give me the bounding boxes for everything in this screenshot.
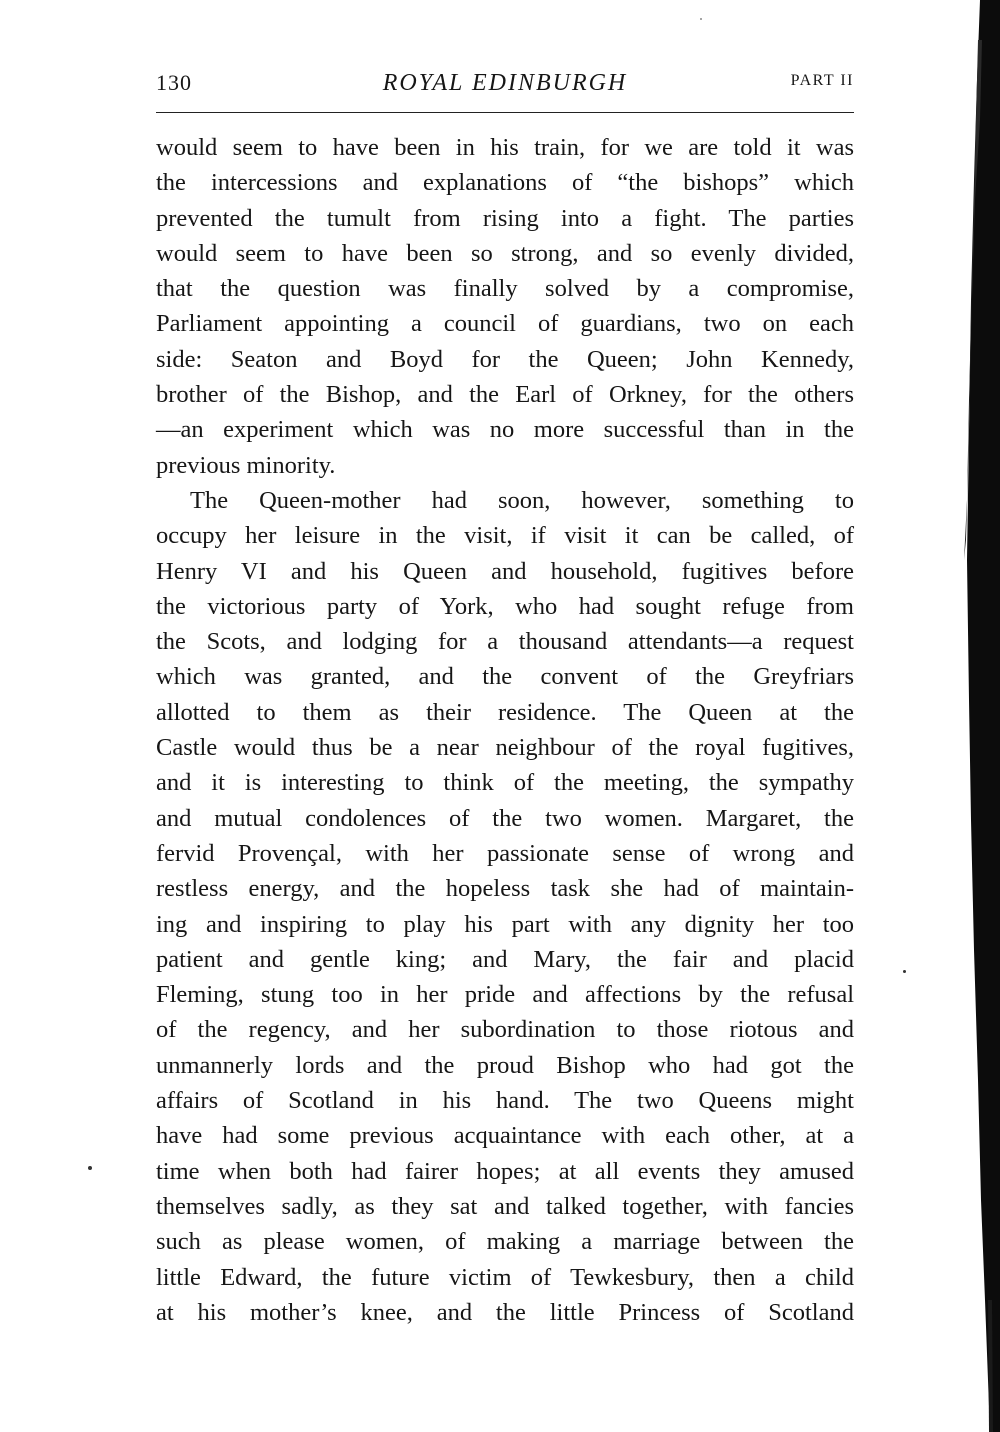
text-line: previous minority. [156,451,336,479]
text-line: and it is interesting to think of the meeting, the sympathy [156,769,854,797]
text-line: the victorious party of York, who had sought refuge from [156,592,854,620]
text-line: the intercessions and explanations of “the bishops” which [156,169,854,197]
text-line: such as please women, of making a marriage between the [156,1228,854,1256]
text-line: themselves sadly, as they sat and talked together, with fancies [156,1192,854,1220]
text-line: at his mother’s knee, and the little Princess of Scotland [156,1298,854,1326]
text-line: of the regency, and her subordination to those riotous and [156,1016,854,1044]
text-line: Henry VI and his Queen and household, fugitives before [156,557,854,585]
text-line: restless energy, and the hopeless task she had of maintain- [156,875,854,903]
text-line: Castle would thus be a near neighbour of the royal fugitives, [156,734,854,762]
text-line: ing and inspiring to play his part with any dignity her too [156,910,854,938]
text-line: Fleming, stung too in her pride and affections by the refusal [156,981,854,1009]
running-header [156,70,854,104]
paragraph-start-line: The Queen-mother had soon, however, something to [190,486,854,514]
text-line: brother of the Bishop, and the Earl of Orkney, for the others [156,381,854,409]
text-line: Parliament appointing a council of guardians, two on each [156,310,854,338]
page-number: 130 [156,70,192,95]
text-line: little Edward, the future victim of Tewkesbury, then a child [156,1263,854,1291]
text-line: —an experiment which was no more successful than in the [156,416,854,444]
text-line: fervid Provençal, with her passionate sense of wrong and [156,839,854,867]
text-line: have had some previous acquaintance with each other, at a [156,1122,854,1150]
text-line: occupy her leisure in the visit, if visit it can be called, of [156,522,854,550]
part-label: PART II [790,72,854,89]
text-line: affairs of Scotland in his hand. The two Queens might [156,1087,854,1115]
text-line: unmannerly lords and the proud Bishop who had got the [156,1051,854,1079]
text-line: allotted to them as their residence. The Queen at the [156,698,854,726]
text-line: would seem to have been in his train, for we are told it was [156,134,854,161]
text-line: prevented the tumult from rising into a fight. The parties [156,204,854,232]
text-line: time when both had fairer hopes; at all events they amused [156,1157,854,1185]
text-line: would seem to have been so strong, and so evenly divided, [156,239,854,267]
text-line: which was granted, and the convent of the Greyfriars [156,663,854,691]
text-line: the Scots, and lodging for a thousand attendants—a request [156,628,854,656]
ink-speck [903,970,906,973]
book-binding-shadow [938,0,1000,1432]
running-title: ROYAL EDINBURGH [382,70,628,96]
text-line: and mutual condolences of the two women. Margaret, the [156,804,854,832]
text-line: side: Seaton and Boyd for the Queen; John Kennedy, [156,345,854,373]
text-line: that the question was finally solved by a compromise, [156,275,854,303]
ink-speck [88,1166,92,1170]
body-text [156,130,854,1330]
ink-speck [700,18,702,20]
header-rule [156,112,854,113]
text-line: patient and gentle king; and Mary, the fair and placid [156,945,854,973]
